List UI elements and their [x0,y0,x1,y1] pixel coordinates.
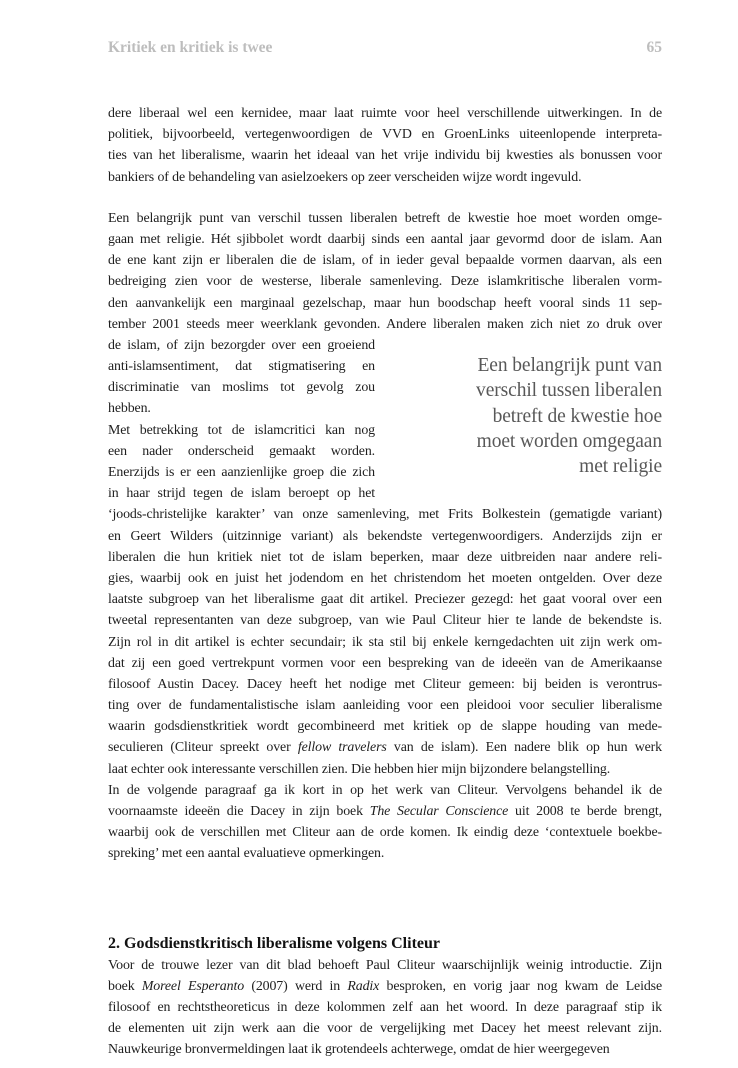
text-line: de islam, of zijn bezorgder over een groeiend [108,337,375,353]
text-line: in haar strijd tegen de islam beroept op het [108,486,375,502]
running-title: Kritiek en kritiek is twee [108,39,273,56]
text-line: discriminatie van moslims tot gevolg zou [108,380,375,396]
text-line: gaan met religie. Hét sjibbolet wordt daarbij sinds een aantal jaar gevormd door de islam. Aan [108,231,662,247]
text-line: Enerzijds is er een aanzienlijke groep die zich [108,465,375,480]
text-line: tember 2001 steeds meer weerklank gevonden. Andere liberalen maken zich niet zo druk over [108,316,662,332]
text-line: ‘joods-christelijke karakter’ van onze samenleving, met Frits Bolkestein (gematigde variant) [108,507,662,523]
text-line: anti-islamsentiment, dat stigmatisering en [108,359,375,375]
text-segment: uit 2008 te berde brengt, [508,804,662,819]
running-header [108,39,662,61]
paragraph [108,780,662,865]
text-segment: van de islam). Een nadere blik op hun werk [386,740,663,756]
text-line: dere liberaal wel een kernidee, maar laat ruimte voor heel verschillende uitwerkingen. In de [108,106,662,121]
pull-quote-line: betreft de kwestie hoe [492,405,662,427]
pull-quote-line: Een belangrijk punt van [477,355,662,376]
pull-quote-line: moet worden omgegaan [476,430,662,452]
text-segment: besproken, en vorig jaar nog kwam de Leidse [379,978,662,994]
pull-quote [395,353,662,479]
body-text [108,103,662,1061]
page-number: 65 [646,39,662,56]
text-line: den aanvankelijk een marginaal gezelschap, maar hun boodschap heeft vooral sinds 11 sep- [108,295,662,311]
text-line: laat echter ook interessante verschillen zien. Die hebben hier mijn bijzondere belangstelling. [108,761,611,777]
text-line: liberalen die hun kritiek niet tot de islam beperken, maar deze uitbreiden naar andere reli- [108,549,662,565]
text-line: Met betrekking tot de islamcritici kan nog [108,422,375,438]
text-line [108,801,662,822]
paragraph [108,103,662,188]
text-line: bankiers of de behandeling van asielzoekers op zeer verscheiden wijze wordt ingevuld. [108,169,582,185]
text-line: waarbij ook de verschillen met Cliteur aan de orde komen. Ik eindig deze ‘contextuele boekbe- [108,825,662,841]
text-line: de elementen uit zijn werk aan die voor de vergelijking met Dacey het meest relevant zijn. [108,1021,662,1037]
italic-title: fellow travelers [297,740,387,756]
section-heading: 2. Godsdienstkritisch liberalisme volgens Cliteur [108,934,440,952]
text-line: hebben. [108,401,151,417]
pull-quote-line: met religie [579,456,662,478]
text-line: Voor de trouwe lezer van dit blad behoeft Paul Cliteur waarschijnlijk weinig introductie. Zijn [108,957,662,973]
text-line: Zijn rol in dit artikel is echter secundair; ik sta stil bij enkele kerngedachten uit zijn werk om- [108,634,662,650]
text-segment: (2007) werd in [244,978,348,994]
text-line: gies, waarbij ook en juist het jodendom en het christendom het moeten ontgelden. Over deze [108,570,662,586]
text-line: politiek, bijvoorbeeld, vertegenwoordigen de VVD en GroenLinks uiteenlopende interpreta- [108,127,662,143]
text-line: bedreiging zien voor de westerse, liberale samenleving. Deze islamkritische liberalen vorm- [108,274,662,290]
italic-title: Moreel Esperanto [141,978,245,994]
text-segment: boek [108,978,142,994]
text-line: Nauwkeurige bronvermeldingen laat ik grotendeels achterwege, omdat de hier weergegeven [108,1042,610,1058]
text-segment: seculieren (Cliteur spreekt over [108,740,298,756]
text-line: en Geert Wilders (uitzinnige variant) als bekendste vertegenwoordigers. Anderzijds zijn er [108,528,662,544]
text-line: Een belangrijk punt van verschil tussen liberalen betreft de kwestie hoe moet worden omge- [108,210,662,226]
text-line [108,976,662,997]
italic-title: Radix [347,978,380,994]
text-line: filosoof Austin Dacey. Dacey heeft het nodige met Cliteur gemeen: bij beiden is verontrus- [108,676,662,692]
text-line: spreking’ met een aantal evaluatieve opmerkingen. [108,846,385,862]
text-line [108,737,662,758]
text-line: ties van het liberalisme, waarin het ideaal van het vrije individu bij kwesties als bonussen voor [108,148,662,164]
paragraph [108,955,662,1061]
pull-quote-line: verschil tussen liberalen [476,380,662,402]
italic-title: The Secular Conscience [369,804,509,819]
text-line: laatste subgroep van het liberalisme gaat dit artikel. Preciezer gezegd: het gaat vooral over een [108,592,662,608]
text-line: tweetal representanten van deze subgroep, van wie Paul Cliteur hier te lande de bekendste is. [108,613,662,629]
text-line: filosoof en rechtstheoreticus in deze kolommen zelf aan het woord. In deze paragraaf stip ik [108,999,662,1015]
text-line: In de volgende paragraaf ga ik kort in op het werk van Cliteur. Vervolgens behandel ik de [108,782,662,798]
text-line: de ene kant zijn er liberalen die de islam, of in ieder geval bepaalde vormen daarvan, als een [108,253,662,269]
text-line: ting over de fundamentalistische islam aanleiding voor een pleidooi voor seculier liberalisme [108,698,662,714]
text-line: dat zij een goed vertrekpunt vormen voor een bespreking van de ideeën van de Amerikaanse [108,655,662,671]
text-line: een nader onderscheid gemaakt worden. [108,443,375,459]
text-segment: voornaamste ideeën die Dacey in zijn boek [108,804,370,819]
text-line: waarin godsdienstkritiek wordt gecombineerd met kritiek op de slappe houding van mede- [108,719,662,735]
